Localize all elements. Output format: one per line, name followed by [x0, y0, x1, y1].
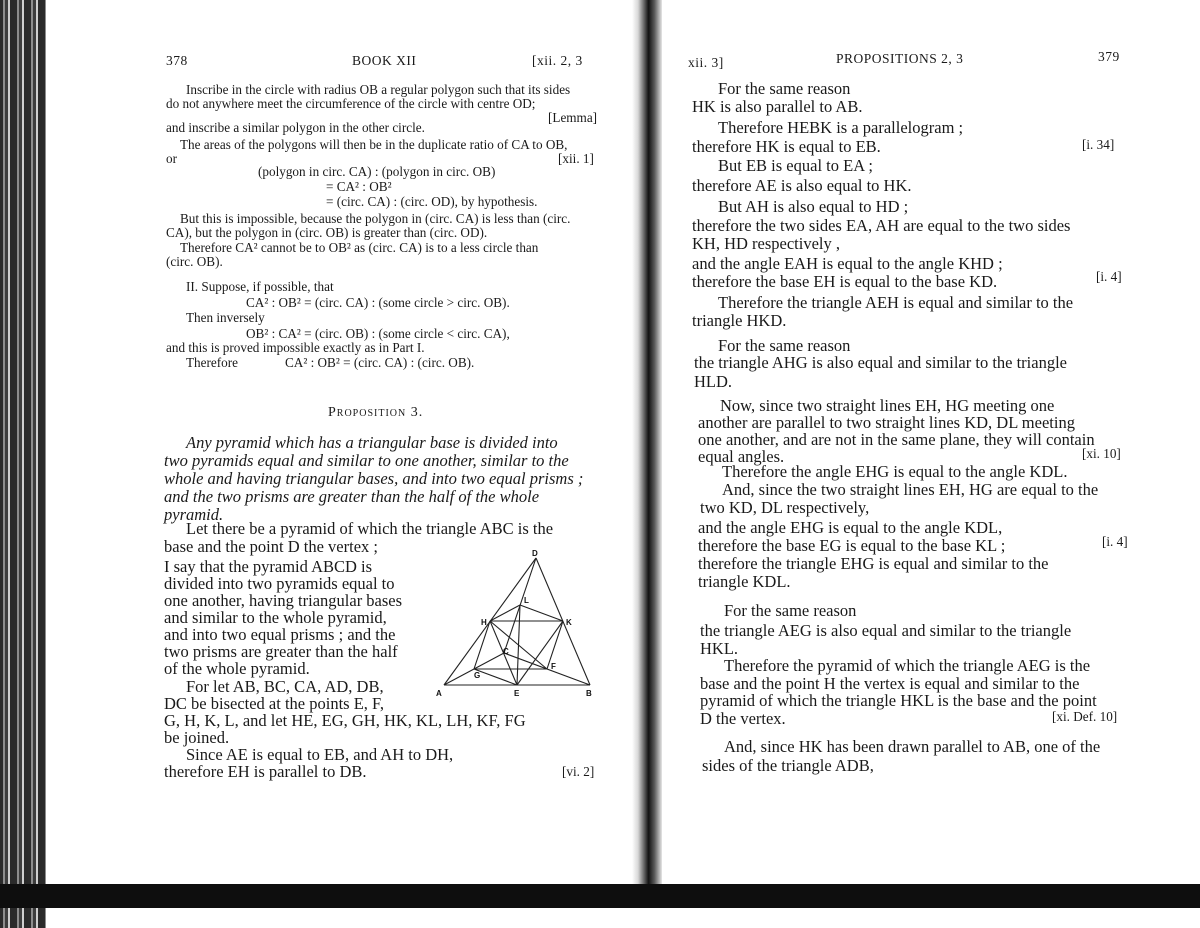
text-line: the triangle AEG is also equal and similar to the triangle: [700, 621, 1072, 640]
enunciation-line: pyramid.: [164, 505, 224, 524]
running-title: PROPOSITIONS 2, 3: [836, 51, 964, 66]
text-line: therefore AE is also equal to HK.: [692, 176, 912, 195]
label-K: K: [566, 618, 572, 627]
label-B: B: [586, 689, 592, 698]
text-line: one another, and are not in the same plane, they will contain: [698, 430, 1095, 449]
text-line: Therefore: [186, 355, 238, 370]
label-E: E: [514, 689, 520, 698]
text-line: II. Suppose, if possible, that: [186, 279, 334, 294]
label-D: D: [532, 549, 538, 558]
ref-xii-1: [xii. 1]: [558, 151, 594, 166]
text-line: For the same reason: [718, 79, 851, 98]
text-line: and the angle EAH is equal to the angle KHD ;: [692, 254, 1003, 273]
text-line: CA), but the polygon in (circ. OB) is greater than (circ. OD).: [166, 225, 488, 240]
text-line: the triangle AHG is also equal and similar to the triangle: [694, 353, 1067, 372]
label-L: L: [524, 596, 529, 605]
text-line: D the vertex.: [700, 709, 786, 728]
equation: CA² : OB² = (circ. CA) : (circ. OB).: [285, 355, 475, 370]
equation: OB² : CA² = (circ. OB) : (some circle < circ. CA),: [246, 326, 510, 341]
text-line: But AH is also equal to HD ;: [718, 197, 909, 216]
enunciation-line: whole and having triangular bases, and into two equal prisms ;: [164, 469, 584, 488]
text-line: another are parallel to two straight lines KD, DL meeting: [698, 413, 1075, 432]
text-line: divided into two pyramids equal to: [164, 574, 395, 593]
text-line: be joined.: [164, 728, 230, 747]
text-line: triangle HKD.: [692, 311, 787, 330]
text-line: therefore the triangle EHG is equal and similar to the: [698, 554, 1049, 573]
text-line: base and the point H the vertex is equal and similar to the: [700, 674, 1080, 693]
equation: CA² : OB² = (circ. CA) : (some circle > circ. OB).: [246, 295, 510, 310]
text-line: The areas of the polygons will then be in the duplicate ratio of CA to OB,: [180, 137, 568, 152]
text-line: and into two equal prisms ; and the: [164, 625, 396, 644]
enunciation-line: and the two prisms are greater than the half of the whole: [164, 487, 540, 506]
text-line: G, H, K, L, and let HE, EG, GH, HK, KL, LH, KF, FG: [164, 711, 526, 730]
text-line: do not anywhere meet the circumference of the circle with centre OD;: [166, 96, 536, 111]
text-line: But EB is equal to EA ;: [718, 156, 873, 175]
text-line: and inscribe a similar polygon in the other circle.: [166, 120, 425, 135]
page-number: 379: [1098, 49, 1120, 64]
text-line: triangle KDL.: [698, 572, 791, 591]
right-page: [662, 0, 1200, 900]
text-line: pyramid of which the triangle HKL is the base and the point: [700, 691, 1097, 710]
section-ref: xii. 3]: [688, 55, 724, 70]
text-line: Then inversely: [186, 310, 265, 325]
text-line: therefore EH is parallel to DB.: [164, 762, 367, 781]
equation: (polygon in circ. CA) : (polygon in circ. OB): [258, 164, 496, 179]
text-line: base and the point D the vertex ;: [164, 537, 378, 556]
text-line: therefore HK is equal to EB.: [692, 137, 881, 156]
text-line: or: [166, 151, 177, 166]
text-line: HLD.: [694, 372, 733, 391]
text-line: KH, HD respectively ,: [692, 234, 841, 253]
text-line: But this is impossible, because the polygon in (circ. CA) is less than (circ.: [180, 211, 571, 226]
proposition-heading: Proposition 3.: [328, 405, 424, 420]
text-line: of the whole pyramid.: [164, 659, 310, 678]
text-line: (circ. OB).: [166, 254, 223, 269]
text-line: I say that the pyramid ABCD is: [164, 557, 373, 576]
text-line: DC be bisected at the points E, F,: [164, 694, 385, 713]
ref-vi-2: [vi. 2]: [562, 764, 595, 779]
ref-lemma: [Lemma]: [548, 110, 598, 125]
text-line: For let AB, BC, CA, AD, DB,: [186, 677, 384, 696]
text-line: Therefore the triangle AEH is equal and similar to the: [718, 293, 1074, 312]
text-line: and the angle EHG is equal to the angle KDL,: [698, 518, 1003, 537]
text-line: sides of the triangle ADB,: [702, 756, 874, 775]
label-H: H: [481, 618, 487, 627]
running-title: BOOK XII: [352, 53, 417, 68]
label-F: F: [551, 662, 556, 671]
text-line: Therefore the angle EHG is equal to the angle KDL.: [722, 462, 1068, 481]
text-line: equal angles.: [698, 447, 785, 466]
text-line: and similar to the whole pyramid,: [164, 608, 387, 627]
text-line: HK is also parallel to AB.: [692, 97, 863, 116]
text-line: Inscribe in the circle with radius OB a regular polygon such that its sides: [186, 82, 571, 97]
page-number: 378: [166, 53, 188, 68]
text-line: Since AE is equal to EB, and AH to DH,: [186, 745, 454, 764]
enunciation-line: Any pyramid which has a triangular base is divided into: [186, 433, 558, 452]
enunciation-line: two pyramids equal and similar to one another, similar to the: [164, 451, 569, 470]
text-line: therefore the base EH is equal to the base KD.: [692, 272, 998, 291]
ref: [xi. Def. 10]: [1052, 709, 1118, 724]
equation: = CA² : OB²: [326, 179, 392, 194]
text-line: HKL.: [700, 639, 739, 658]
section-ref: [xii. 2, 3: [532, 53, 583, 68]
text-line: For the same reason: [724, 601, 857, 620]
text-line: Therefore CA² cannot be to OB² as (circ. CA) is to a less circle than: [180, 240, 539, 255]
ref: [i. 4]: [1102, 534, 1128, 549]
ref: [xi. 10]: [1082, 446, 1121, 461]
text-line: therefore the two sides EA, AH are equal to the two sides: [692, 216, 1071, 235]
label-A: A: [436, 689, 442, 698]
text-line: one another, having triangular bases: [164, 591, 403, 610]
pyramid-figure: [432, 548, 607, 703]
text-line: two prisms are greater than the half: [164, 642, 398, 661]
text-line: two KD, DL respectively,: [700, 498, 870, 517]
text-line: And, since the two straight lines EH, HG are equal to the: [722, 480, 1099, 499]
text-line: For the same reason: [718, 336, 851, 355]
text-line: And, since HK has been drawn parallel to AB, one of the: [724, 737, 1101, 756]
text-line: and this is proved impossible exactly as in Part I.: [166, 340, 425, 355]
text-line: therefore the base EG is equal to the base KL ;: [698, 536, 1006, 555]
ref: [i. 4]: [1096, 269, 1122, 284]
text-line: Therefore HEBK is a parallelogram ;: [718, 118, 964, 137]
text-line: Therefore the pyramid of which the triangle AEG is the: [724, 656, 1091, 675]
label-G: G: [474, 671, 481, 680]
text-line: Let there be a pyramid of which the triangle ABC is the: [186, 519, 554, 538]
label-C: C: [503, 647, 509, 656]
text-line: Now, since two straight lines EH, HG meeting one: [720, 396, 1055, 415]
ref: [i. 34]: [1082, 137, 1115, 152]
equation: = (circ. CA) : (circ. OD), by hypothesis.: [326, 194, 538, 209]
